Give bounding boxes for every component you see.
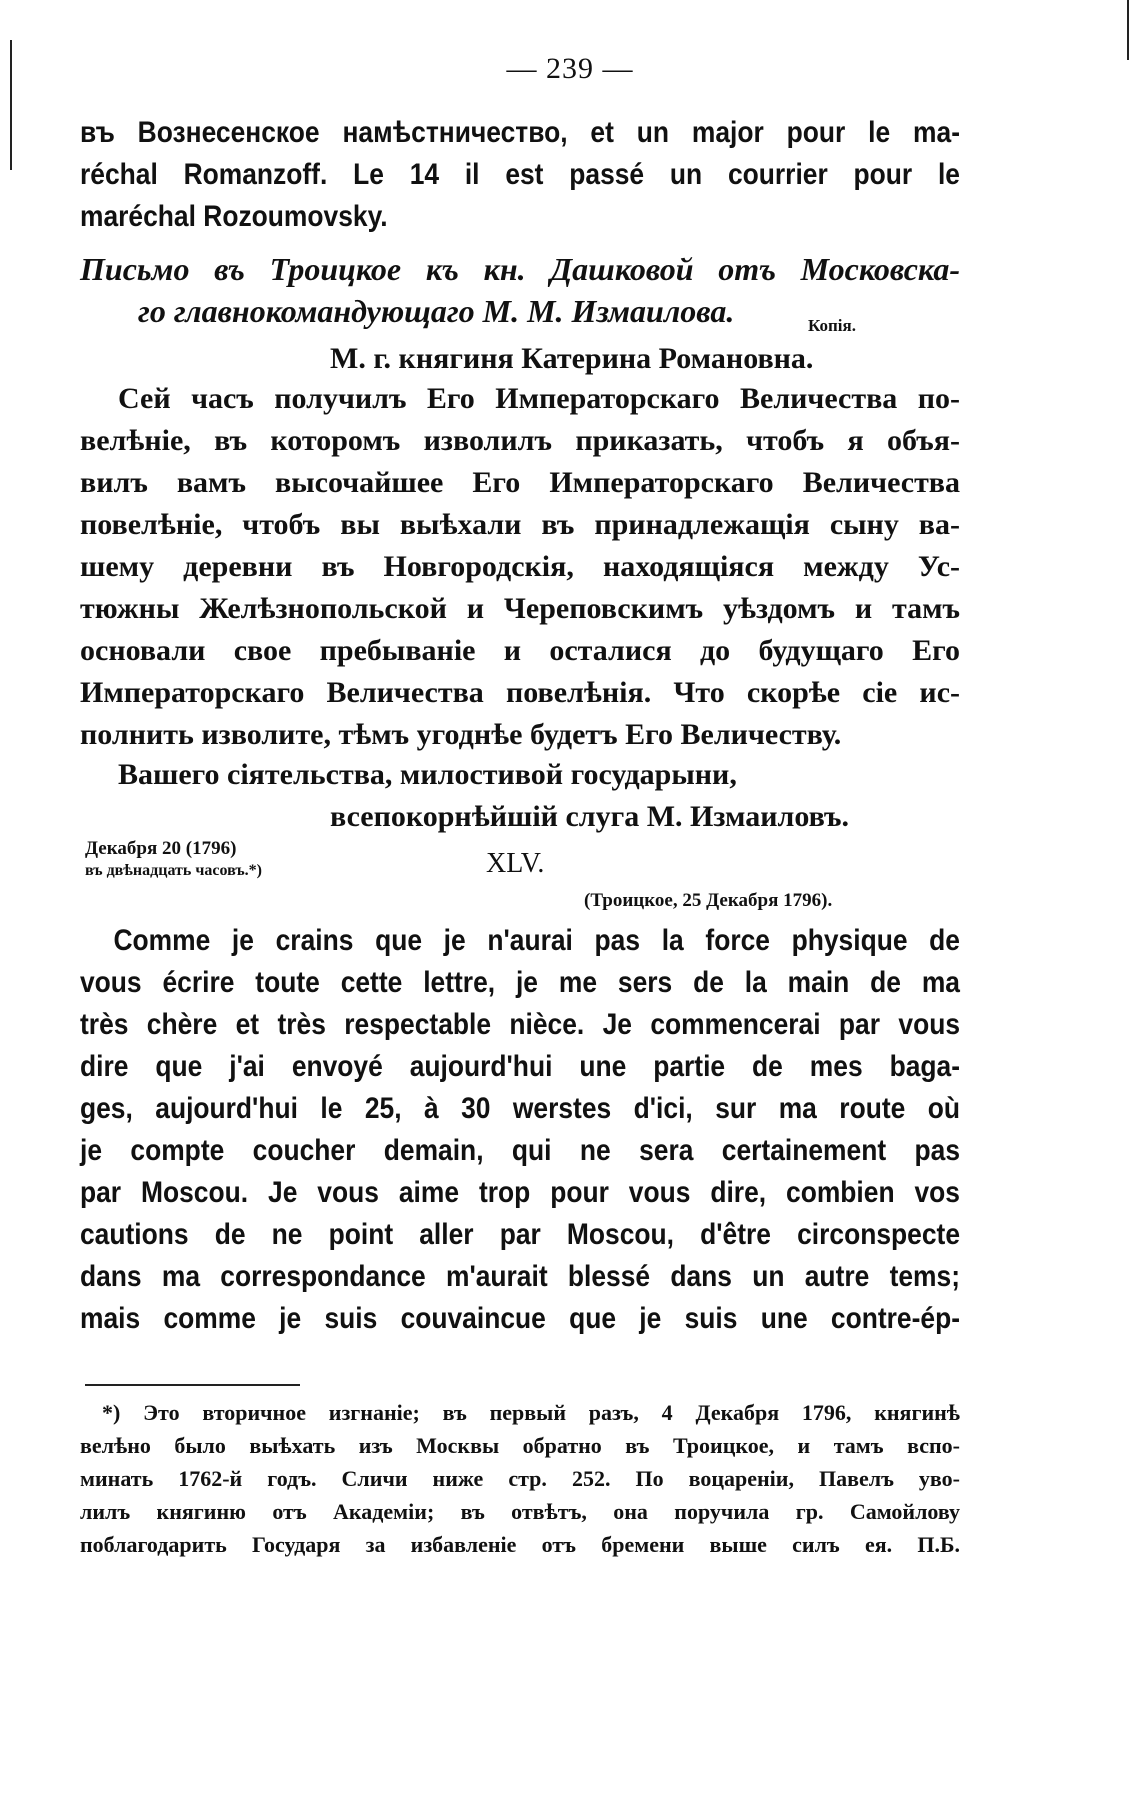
intro-line: réchal Romanzoff. Le 14 il est passé un courrier pour le: [80, 158, 960, 191]
letter2-line: par Moscou. Je vous aime trop pour vous dire, combien vos: [80, 1176, 960, 1209]
footnote-line: лилъ княгиню отъ Академіи; въ отвѣтъ, она поручила гр. Самойлову: [80, 1499, 960, 1524]
footnote: [80, 1396, 960, 1561]
letter1-line: Императорскаго Величества повелѣнія. Что скорѣе сіе ис-: [80, 676, 960, 709]
letter1-line: вилъ вамъ высочайшее Его Императорскаго Величества: [80, 466, 960, 499]
letter1-line: тюжны Желѣзнопольской и Череповскимъ уѣздомъ и тамъ: [80, 592, 960, 625]
letter1-line: полнить изволите, тѣмъ угоднѣе будетъ Его Величеству.: [80, 718, 842, 751]
footnote-line: велѣно было выѣхать изъ Москвы обратно въ Троицкое, и тамъ вспо-: [80, 1433, 960, 1458]
letter1-line: повелѣніе, чтобъ вы выѣхали въ принадлежащія сыну ва-: [80, 508, 960, 541]
letter1-line: основали свое пребываніе и осталися до будущаго Его: [80, 634, 960, 667]
intro-line: въ Вознесенское намѣстничество, et un major pour le ma-: [80, 116, 960, 149]
letter1-line: велѣніе, въ которомъ изволилъ приказать, чтобъ я объя-: [80, 424, 960, 457]
intro-line: maréchal Rozoumovsky.: [80, 200, 388, 233]
footnote-line: минать 1762-й годъ. Сличи ниже стр. 252. По воцареніи, Павелъ уво-: [80, 1466, 960, 1491]
letter-number: XLV.: [486, 848, 545, 879]
letter2-line: Comme je crains que je n'aurai pas la force physique de: [113, 924, 960, 957]
letter2-line: ges, aujourd'hui le 25, à 30 werstes d'ici, sur ma route où: [80, 1092, 960, 1125]
footnote-line: *) Это вторичное изгнаніе; въ первый разъ, 4 Декабря 1796, княгинѣ: [102, 1400, 960, 1425]
intro-paragraph: [80, 112, 960, 238]
letter1-closing: Вашего сіятельства, милостивой государыни,: [118, 758, 737, 791]
letter2-body: [80, 920, 960, 1340]
scan-edge-right: [1127, 0, 1129, 60]
letter1-signature: всепокорнѣйшій слуга М. Измаиловъ.: [330, 800, 850, 833]
letter2-line: cautions de ne point aller par Moscou, d'être circonspecte: [80, 1218, 960, 1251]
letter2-line: très chère et très respectable nièce. Je commencerai par vous: [80, 1008, 960, 1041]
letter1-time: въ двѣнадцать часовъ.*): [85, 862, 262, 879]
letter2-line: dire que j'ai envoyé aujourd'hui une partie de mes baga-: [80, 1050, 960, 1083]
letter2-line: vous écrire toute cette lettre, je me sers de la main de ma: [80, 966, 960, 999]
letter1-body: [80, 378, 960, 756]
letter2-line: je compte coucher demain, qui ne sera certainement pas: [80, 1134, 960, 1167]
copy-note: Копія.: [808, 316, 856, 335]
salutation: М. г. княгиня Катерина Романовна.: [330, 342, 814, 375]
footnote-rule: [85, 1384, 300, 1386]
letter2-line: dans ma correspondance m'aurait blessé dans un autre tems;: [80, 1260, 960, 1293]
footnote-line: поблагодарить Государя за избавленіе отъ бремени выше силъ ея. П.Б.: [80, 1532, 960, 1557]
letter2-place-date: (Троицкое, 25 Декабря 1796).: [584, 890, 833, 911]
letter1-line: шему деревни въ Новгородскія, находящіяся между Ус-: [80, 550, 960, 583]
letter2-line: mais comme je suis couvaincue que je suis une contre-ép-: [80, 1302, 960, 1335]
letter1-date: Декабря 20 (1796): [85, 838, 237, 859]
page-number: — 239 —: [506, 52, 634, 85]
heading-line: Письмо въ Троицкое къ кн. Дашковой отъ Московска-: [80, 251, 960, 287]
letter1-line: Сей часъ получилъ Его Императорскаго Величества по-: [118, 382, 960, 415]
heading-line: го главнокомандующаго М. М. Измаилова.: [138, 293, 735, 329]
